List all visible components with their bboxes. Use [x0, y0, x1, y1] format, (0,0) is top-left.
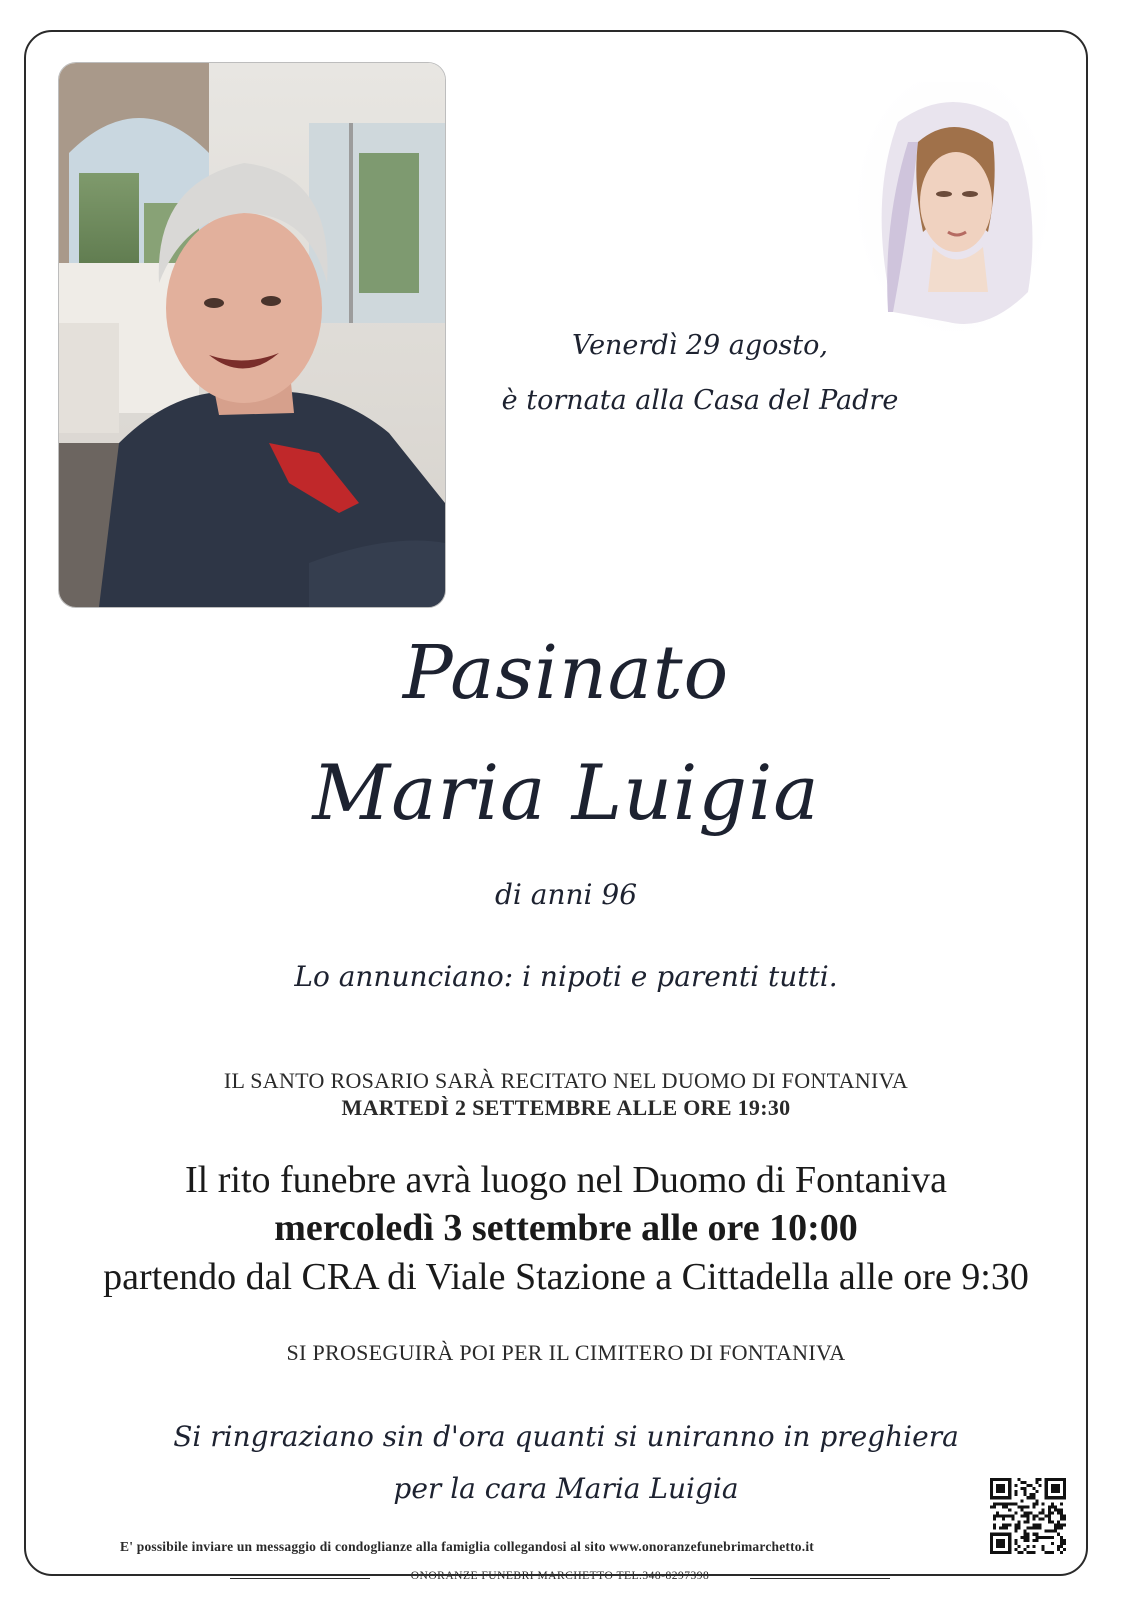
condolence-note: E' possibile inviare un messaggio di condoglianze alla famiglia collegandosi al sito www.onoranzefunebrimarchetto.it — [120, 1539, 814, 1554]
funeral-line-2: mercoledì 3 settembre alle ore 10:00 — [274, 1207, 858, 1249]
family-announcement: Lo annunciano: i nipoti e parenti tutti. — [294, 960, 838, 993]
qr-code[interactable] — [990, 1478, 1066, 1554]
footer — [230, 1568, 890, 1588]
rosary-line-1: IL SANTO ROSARIO SARÀ RECITATO NEL DUOMO DI FONTANIVA — [223, 1068, 909, 1093]
footer-rule-left — [230, 1578, 370, 1579]
date-line: Venerdì 29 agosto, — [572, 330, 828, 361]
burial-line: SI PROSEGUIRÀ POI PER IL CIMITERO DI FONTANIVA — [286, 1340, 846, 1365]
deceased-surname: Pasinato — [402, 630, 730, 716]
deceased-given-names: Maria Luigia — [312, 748, 820, 837]
thanks-line-2: per la cara Maria Luigia — [393, 1472, 739, 1505]
thanks-line-1: Si ringraziano sin d'ora quanti si uniranno in preghiera — [173, 1420, 959, 1453]
footer-rule-right — [750, 1578, 890, 1579]
funeral-line-3: partendo dal CRA di Viale Stazione a Cittadella alle ore 9:30 — [103, 1256, 1029, 1298]
passing-line: è tornata alla Casa del Padre — [501, 385, 899, 416]
footer-text: ONORANZE FUNEBRI MARCHETTO TEL.348-8297398 — [410, 1570, 710, 1582]
portrait-photo — [58, 62, 446, 608]
rosary-line-2: MARTEDÌ 2 SETTEMBRE ALLE ORE 19:30 — [341, 1095, 791, 1120]
madonna-image — [858, 82, 1048, 342]
age-line: di anni 96 — [494, 878, 638, 911]
funeral-line-1: Il rito funebre avrà luogo nel Duomo di Fontaniva — [185, 1159, 947, 1201]
